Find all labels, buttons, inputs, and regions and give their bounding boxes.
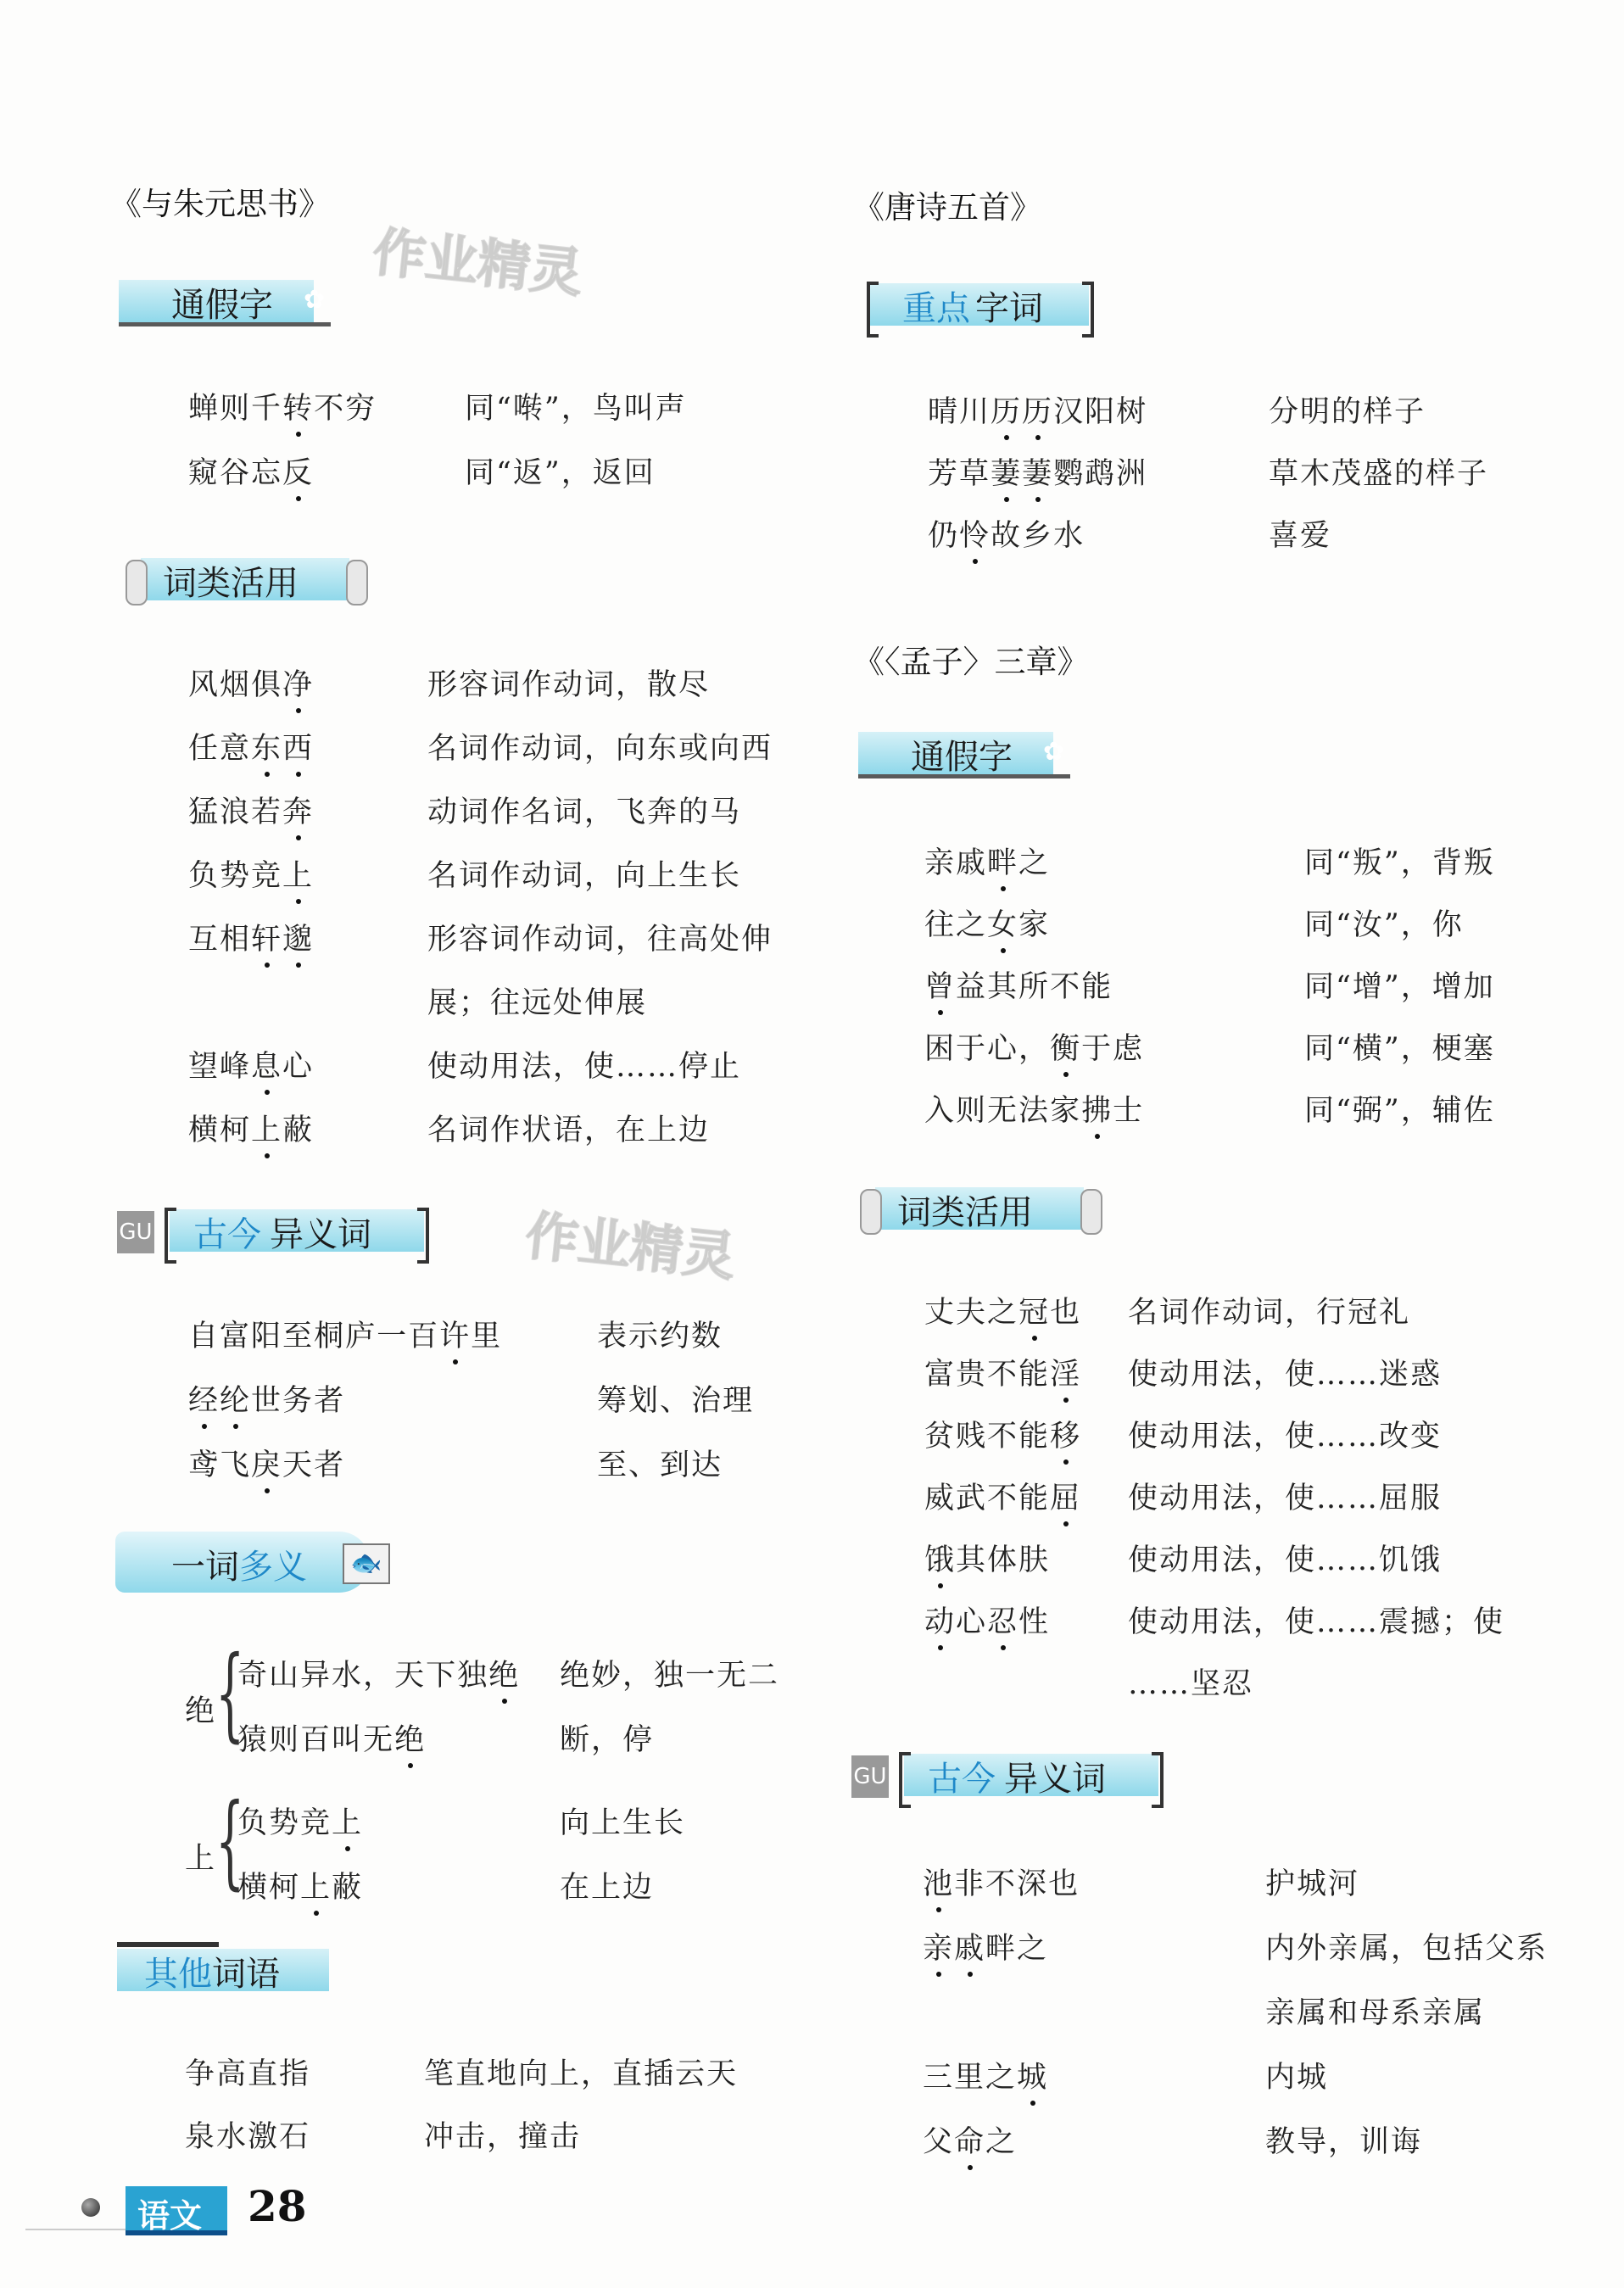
entry-meaning-continued: 亲属和母系亲属 [1265,1996,1486,2030]
page-number: 28 [248,2181,307,2231]
footer-rule [25,2229,126,2230]
table-row [188,1313,502,1355]
entry-term: 猛浪若奔 [188,795,314,829]
table-row [924,1475,1081,1517]
entry-meaning: 在上边 [560,1871,655,1905]
gu-badge-icon: GU [117,1211,154,1253]
entry-meaning: 同“弼”，辅佐 [1304,1094,1495,1128]
entry-meaning: 使动用法，使……改变 [1128,1420,1443,1454]
subject-tab [126,2186,227,2235]
entry-meaning: 喜爱 [1269,519,1332,553]
heading-text: 古今 [928,1760,996,1799]
heading-tongjiazi [858,725,1079,779]
flower-icon: ✿ [1043,737,1065,767]
flower-icon: ✿ [304,285,326,315]
heading-text: 字词 [975,289,1043,328]
table-row [924,901,1050,944]
table-row [188,725,314,767]
table-row [923,2054,1048,2096]
subject-label: 语文 [137,2197,203,2235]
entry-term: 曾益其所不能 [924,970,1113,1004]
table-row [928,450,1147,493]
table-row [237,1800,363,1842]
entry-meaning: 使动用法，使……迷惑 [1128,1358,1443,1392]
scroll-end-icon [126,560,148,605]
entry-meaning: 动词作名词，飞奔的马 [427,795,742,829]
table-row [928,388,1147,431]
entry-term: 经纶世务者 [188,1384,345,1418]
entry-meaning: 绝妙，独一无二 [560,1659,780,1693]
entry-term: 望峰息心 [188,1050,314,1084]
heading-text: 其他 [144,1955,212,1994]
entry-term: 池非不深也 [923,1867,1080,1901]
entry-meaning: 冲击，撞击 [424,2120,582,2154]
entry-meaning: 名词作动词，向上生长 [427,859,742,893]
entry-term: 丈夫之冠也 [924,1296,1081,1330]
heading-cileihuoyong [853,1180,1108,1235]
gu-badge-icon: GU [851,1755,889,1798]
entry-meaning: 草木茂盛的样子 [1269,457,1489,491]
table-row [237,1716,426,1759]
entry-term: 奇山异水，天下独绝 [237,1659,520,1693]
entry-meaning: 表示约数 [597,1320,723,1353]
scroll-end-icon [860,1189,882,1235]
entry-meaning: 至、到达 [597,1448,723,1482]
entry-term: 芳草萋萋鹦鹉洲 [928,457,1147,491]
heading-gujinyiyici [117,1203,439,1257]
table-row [188,1442,345,1484]
entry-meaning: 筹划、治理 [597,1384,755,1418]
entry-term: 蝉则千转不穷 [188,392,377,426]
table-row [924,1413,1081,1455]
polysemy-key: 绝 [185,1694,217,1728]
table-row [924,1087,1144,1130]
table-row [924,1537,1050,1579]
scroll-end-icon [346,560,368,605]
entry-meaning: 同“叛”，背叛 [1304,846,1495,880]
entry-meaning: 名词作动词，向东或向西 [427,732,773,766]
entry-meaning: 同“啭”，鸟叫声 [465,392,687,426]
entry-term: 猿则百叫无绝 [237,1723,426,1757]
table-row [924,1025,1144,1068]
entry-meaning: 使动用法，使……屈服 [1128,1482,1443,1515]
entry-meaning: 同“返”，返回 [465,456,656,490]
heading-gujinyiyici [851,1747,1174,1801]
heading-text: 通假字 [911,738,1013,777]
heading-text: 通假字 [171,286,273,325]
heading-tongjiazi [119,273,339,327]
table-row [924,963,1113,1006]
entry-meaning: 名词作动词，行冠礼 [1128,1296,1411,1330]
entry-term: 往之女家 [924,908,1050,942]
table-row [185,2051,310,2093]
table-row [237,1652,520,1694]
heading-text: 词类 [163,564,231,603]
entry-term: 窥谷忘反 [188,456,314,490]
table-row [188,1377,345,1420]
entry-meaning: 断，停 [560,1723,655,1757]
entry-meaning: 使动用法，使……震撼；使 [1128,1605,1505,1639]
entry-term: 晴川历历汉阳树 [928,395,1147,429]
entry-meaning: 同“增”，增加 [1304,970,1495,1004]
entry-term: 任意东西 [188,732,314,766]
table-row [923,1861,1080,1903]
brace: { [215,1783,245,1900]
table-row [185,2113,310,2156]
entry-term: 泉水激石 [185,2120,311,2154]
entry-meaning: 使动用法，使……停止 [427,1050,742,1084]
table-row [188,789,314,831]
entry-meaning: 内外亲属，包括父系 [1265,1932,1549,1966]
table-row [924,1289,1081,1331]
entry-meaning: 同“汝”，你 [1304,908,1464,942]
heading-text: 活用 [231,564,299,603]
heading-cileihuoyong [119,551,373,605]
entry-term: 三里之城 [923,2061,1048,2095]
entry-term: 负势竞上 [188,859,314,893]
entry-meaning: 形容词作动词，散尽 [427,668,711,702]
entry-meaning-continued: ……坚忍 [1128,1667,1254,1701]
entry-meaning: 教导，训诲 [1265,2125,1423,2159]
scroll-end-icon [1080,1189,1102,1235]
heading-text: 词语 [212,1955,280,1994]
table-row [188,1043,314,1085]
heading-text: 一词 [171,1548,239,1587]
entry-meaning: 使动用法，使……饥饿 [1128,1543,1443,1577]
entry-term: 亲戚畔之 [924,846,1050,880]
entry-term: 自富阳至桐庐一百许里 [188,1320,502,1353]
entry-term: 争高直指 [185,2057,311,2091]
heading-text: 异义词 [270,1215,371,1254]
entry-term: 威武不能屈 [924,1482,1081,1515]
entry-term: 横柯上蔽 [188,1113,314,1147]
table-row [188,916,314,958]
entry-meaning: 形容词作动词，往高处伸 [427,923,773,957]
table-row [924,1599,1050,1641]
entry-term: 鸢飞戾天者 [188,1448,345,1482]
entry-term: 入则无法家拂士 [924,1094,1144,1128]
table-row [188,661,314,704]
entry-term: 仍怜故乡水 [928,519,1085,553]
entry-term: 富贵不能淫 [924,1358,1081,1392]
entry-term: 互相轩邈 [188,923,314,957]
brace: { [215,1635,245,1753]
entry-term: 困于心，衡于虑 [924,1032,1144,1066]
table-row [924,840,1050,882]
table-row [188,385,377,427]
watermark: 作业精灵 [370,220,586,304]
bullet-icon [81,2198,100,2217]
table-row [188,1107,314,1149]
heading-text: 重点 [902,289,970,328]
entry-meaning: 分明的样子 [1269,395,1426,429]
watermark: 作业精灵 [522,1204,739,1288]
entry-meaning: 向上生长 [560,1806,686,1840]
entry-meaning: 名词作状语，在上边 [427,1113,711,1147]
heading-qitaciyu [117,1942,346,1996]
table-row [237,1864,363,1906]
entry-meaning: 同“横”，梗塞 [1304,1032,1495,1066]
entry-term: 亲戚畔之 [923,1932,1048,1966]
heading-text: 活用 [965,1193,1033,1232]
entry-meaning: 护城河 [1265,1867,1360,1901]
table-row [928,512,1085,555]
section-title: 《与朱元思书》 [110,186,330,222]
table-row [923,1925,1048,1967]
entry-term: 饿其体肤 [924,1543,1050,1577]
table-row [188,852,314,895]
entry-term: 风烟俱净 [188,668,314,702]
heading-yiciduoyi [115,1532,404,1599]
section-title: 《〈孟子〉三章》 [853,644,1089,680]
entry-term: 横柯上蔽 [237,1871,363,1905]
entry-term: 动心忍性 [924,1605,1050,1639]
entry-meaning: 内城 [1265,2061,1329,2095]
entry-term: 贫贱不能移 [924,1420,1081,1454]
heading-text: 异义词 [1004,1760,1106,1799]
entry-meaning: 笔直地向上，直插云天 [424,2057,739,2091]
fish-icon: 🐟 [343,1543,390,1584]
table-row [188,449,314,492]
heading-text: 古今 [193,1215,261,1254]
heading-text: 多义 [239,1548,307,1587]
entry-meaning-continued: 展；往远处伸展 [427,986,648,1020]
entry-term: 负势竞上 [237,1806,363,1840]
heading-zhongdianzici [858,276,1104,331]
table-row [923,2118,1017,2161]
entry-term: 父命之 [923,2125,1017,2159]
table-row [924,1351,1081,1393]
polysemy-key: 上 [185,1842,217,1876]
heading-text: 词类 [897,1193,965,1232]
section-title: 《唐诗五首》 [853,189,1041,226]
